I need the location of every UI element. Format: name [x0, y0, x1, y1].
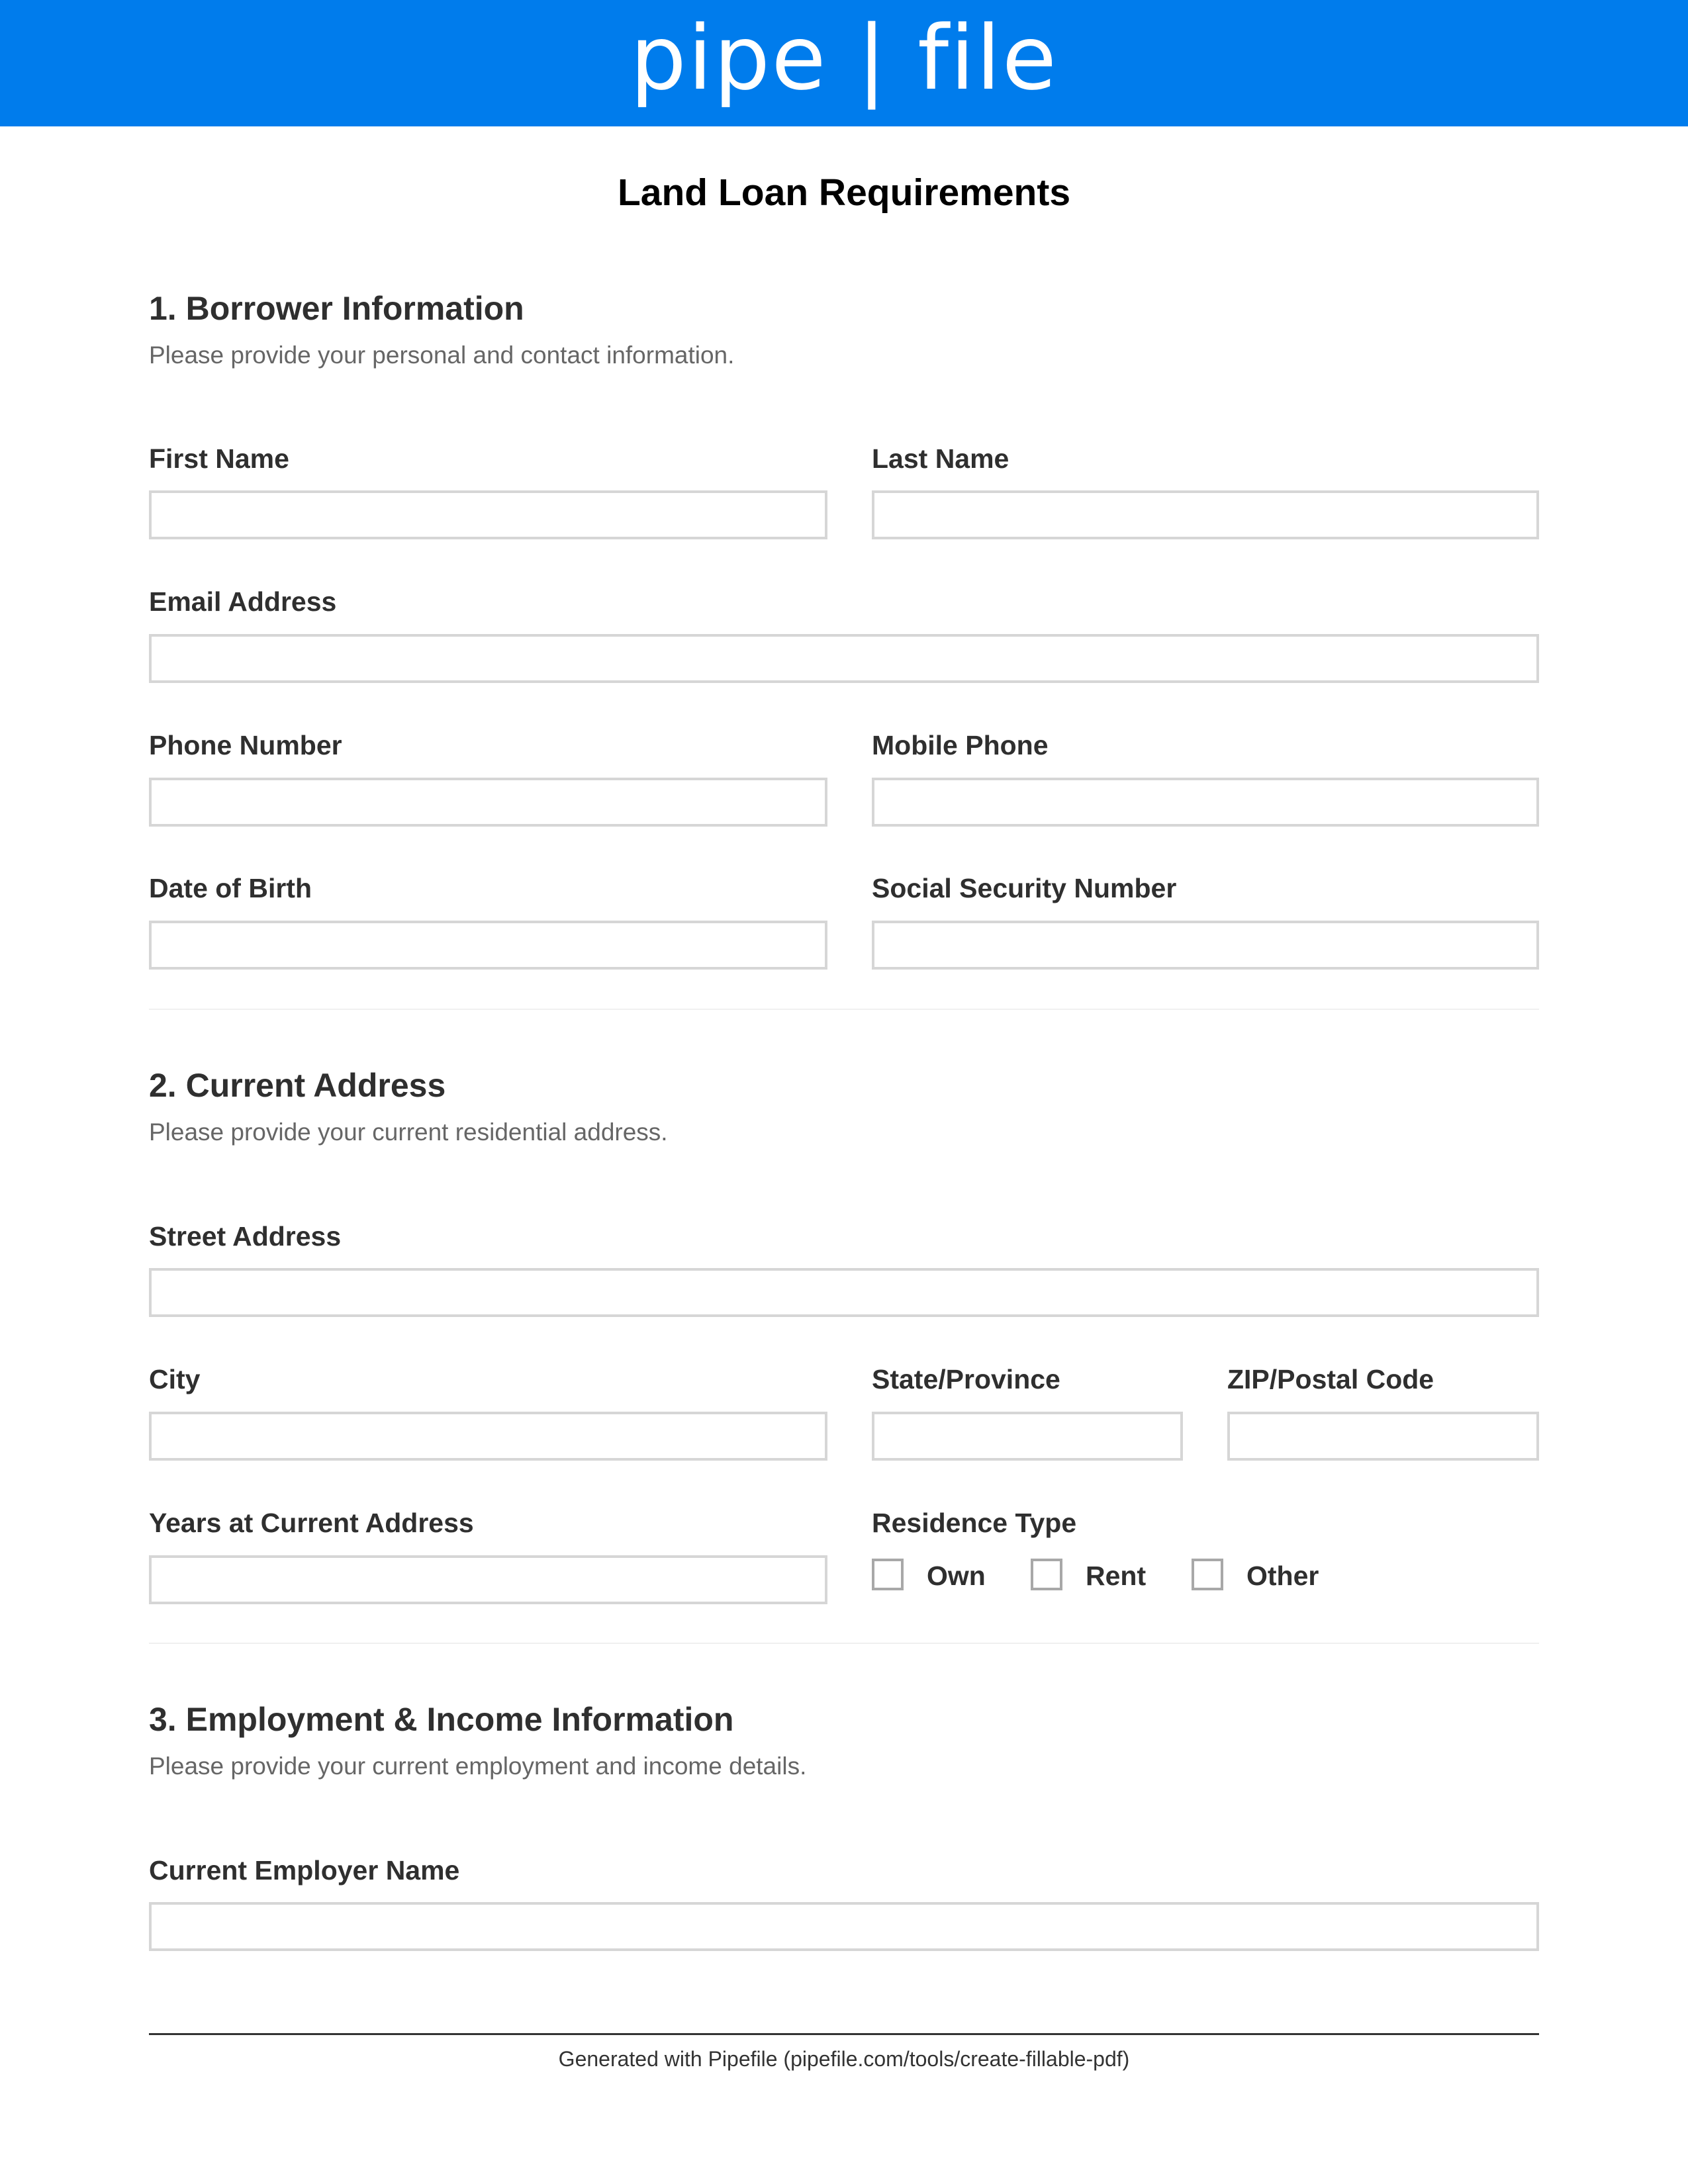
mobile-phone-label: Mobile Phone [872, 730, 1049, 760]
last-name-input[interactable] [872, 490, 1539, 539]
footer-text: Generated with Pipefile (pipefile.com/tools/create-fillable-pdf) [558, 2047, 1130, 2071]
current-employer-name-label: Current Employer Name [149, 1855, 460, 1886]
zip-postal-code-label: ZIP/Postal Code [1227, 1364, 1434, 1394]
residence-type-own-label: Own [927, 1561, 986, 1591]
current-employer-name-input[interactable] [149, 1902, 1539, 1951]
social-security-number-label: Social Security Number [872, 873, 1177, 903]
residence-type-own-checkbox[interactable] [872, 1559, 904, 1590]
residence-type-other-checkbox[interactable] [1192, 1559, 1223, 1590]
state-province-input[interactable] [872, 1412, 1183, 1461]
city-label: City [149, 1364, 201, 1394]
section-divider [149, 1643, 1539, 1644]
first-name-label: First Name [149, 443, 289, 474]
section-title-current-address: 2. Current Address [149, 1067, 446, 1104]
state-province-label: State/Province [872, 1364, 1060, 1394]
social-security-number-input[interactable] [872, 921, 1539, 970]
date-of-birth-label: Date of Birth [149, 873, 312, 903]
first-name-input[interactable] [149, 490, 827, 539]
section-divider [149, 1009, 1539, 1010]
residence-type-rent-checkbox[interactable] [1031, 1559, 1062, 1590]
last-name-label: Last Name [872, 443, 1009, 474]
phone-number-input[interactable] [149, 778, 827, 827]
email-address-input[interactable] [149, 634, 1539, 683]
residence-type-other-label: Other [1246, 1561, 1319, 1591]
zip-postal-code-input[interactable] [1227, 1412, 1539, 1461]
street-address-label: Street Address [149, 1221, 342, 1251]
date-of-birth-input[interactable] [149, 921, 827, 970]
years-at-current-address-label: Years at Current Address [149, 1508, 474, 1538]
street-address-input[interactable] [149, 1268, 1539, 1317]
section-description-employment-income: Please provide your current employment and income details. [149, 1752, 807, 1780]
section-title-employment-income: 3. Employment & Income Information [149, 1701, 734, 1738]
mobile-phone-input[interactable] [872, 778, 1539, 827]
phone-number-label: Phone Number [149, 730, 342, 760]
residence-type-label: Residence Type [872, 1508, 1077, 1538]
section-description-borrower-information: Please provide your personal and contact information. [149, 341, 735, 369]
years-at-current-address-input[interactable] [149, 1555, 827, 1604]
footer-divider [149, 2033, 1539, 2035]
section-title-borrower-information: 1. Borrower Information [149, 290, 524, 327]
residence-type-rent-label: Rent [1086, 1561, 1147, 1591]
document-title: Land Loan Requirements [617, 171, 1071, 214]
email-address-label: Email Address [149, 586, 337, 617]
section-description-current-address: Please provide your current residential address. [149, 1118, 668, 1146]
pipefile-logo: pipe | file [630, 7, 1058, 110]
city-input[interactable] [149, 1412, 827, 1461]
